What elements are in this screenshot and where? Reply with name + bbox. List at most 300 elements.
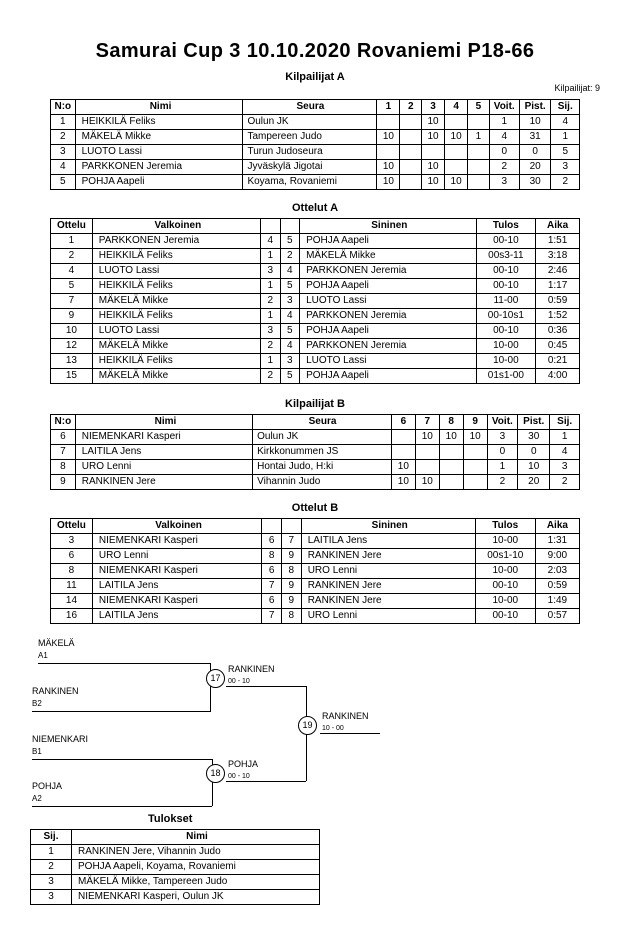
cell-m4 xyxy=(463,445,487,460)
table-header-row xyxy=(51,519,580,534)
cell-m2 xyxy=(400,145,422,160)
cell-m2 xyxy=(415,445,439,460)
cell-name: NIEMENKARI Kasperi, Oulun JK xyxy=(72,890,320,905)
table-row xyxy=(51,460,580,475)
cell-pist: 31 xyxy=(519,130,551,145)
cell-m1 xyxy=(377,145,400,160)
cell-m4 xyxy=(445,160,468,175)
matches-table-a xyxy=(50,218,580,384)
cell-sininen: RANKINEN Jere xyxy=(301,549,475,564)
cell-voit: 0 xyxy=(487,445,518,460)
col-m1: 6 xyxy=(391,415,415,430)
bracket-match-number: 17 xyxy=(206,669,225,688)
col-m5: 5 xyxy=(468,100,490,115)
cell-pist: 30 xyxy=(518,430,550,445)
cell-blue-number: 9 xyxy=(281,594,301,609)
cell-sij: 2 xyxy=(31,860,72,875)
cell-name: PARKKONEN Jeremia xyxy=(75,160,243,175)
cell-blue-number: 8 xyxy=(281,609,301,624)
cell-voit: 3 xyxy=(487,430,518,445)
cell-pist: 30 xyxy=(519,175,551,190)
col-valkoinen: Valkoinen xyxy=(92,219,260,234)
bracket-match-number: 19 xyxy=(298,716,317,735)
cell-name: LUOTO Lassi xyxy=(75,145,243,160)
cell-ottelu: 3 xyxy=(51,534,93,549)
cell-m5 xyxy=(468,175,490,190)
table-row xyxy=(51,579,580,594)
cell-name: RANKINEN Jere xyxy=(75,475,252,490)
cell-m1 xyxy=(391,430,415,445)
cell-white-number: 1 xyxy=(260,279,280,294)
col-voit: Voit. xyxy=(489,100,519,115)
cell-name: MÄKELÄ Mikke, Tampereen Judo xyxy=(72,875,320,890)
cell-sij: 3 xyxy=(31,890,72,905)
cell-club: Oulun JK xyxy=(243,115,377,130)
cell-sij: 5 xyxy=(551,145,580,160)
table-row xyxy=(51,594,580,609)
cell-white-number: 7 xyxy=(262,579,282,594)
cell-tulos: 01s1-00 xyxy=(476,369,536,384)
cell-voit: 4 xyxy=(489,130,519,145)
cell-tulos: 00-10 xyxy=(475,579,535,594)
cell-ottelu: 8 xyxy=(51,564,93,579)
cell-tulos: 00-10 xyxy=(476,279,536,294)
cell-aika: 0:45 xyxy=(536,339,580,354)
cell-name: HEIKKILÄ Feliks xyxy=(75,115,243,130)
cell-sininen: LAITILA Jens xyxy=(301,534,475,549)
cell-ottelu: 4 xyxy=(51,264,93,279)
col-m3: 8 xyxy=(439,415,463,430)
cell-name: POHJA Aapeli, Koyama, Rovaniemi xyxy=(72,860,320,875)
cell-name: MÄKELÄ Mikke xyxy=(75,130,243,145)
table-row xyxy=(51,160,580,175)
col-m4: 4 xyxy=(445,100,468,115)
cell-voit: 2 xyxy=(489,160,519,175)
cell-valkoinen: PARKKONEN Jeremia xyxy=(92,234,260,249)
cell-no: 5 xyxy=(51,175,76,190)
cell-club: Turun Judoseura xyxy=(243,145,377,160)
cell-blue-number: 3 xyxy=(280,294,300,309)
cell-tulos: 00-10 xyxy=(476,324,536,339)
table-row xyxy=(51,294,580,309)
cell-m1 xyxy=(391,445,415,460)
cell-valkoinen: URO Lenni xyxy=(92,549,261,564)
cell-sininen: PARKKONEN Jeremia xyxy=(300,339,476,354)
cell-m2 xyxy=(400,175,422,190)
cell-valkoinen: HEIKKILÄ Feliks xyxy=(92,279,260,294)
col-no: N:o xyxy=(51,415,76,430)
cell-white-number: 1 xyxy=(260,309,280,324)
table-row xyxy=(51,175,580,190)
elimination-bracket xyxy=(0,638,630,803)
matches-table-b xyxy=(50,518,580,624)
cell-white-number: 3 xyxy=(260,264,280,279)
col-name: Nimi xyxy=(75,100,243,115)
col-pist: Pist. xyxy=(518,415,550,430)
cell-m3: 10 xyxy=(421,160,444,175)
table-row xyxy=(51,309,580,324)
bracket-match-number: 18 xyxy=(206,764,225,783)
cell-pist: 20 xyxy=(518,475,550,490)
cell-valkoinen: HEIKKILÄ Feliks xyxy=(92,309,260,324)
cell-valkoinen: MÄKELÄ Mikke xyxy=(92,339,260,354)
cell-ottelu: 5 xyxy=(51,279,93,294)
table-row xyxy=(51,249,580,264)
table-row xyxy=(51,145,580,160)
col-ottelu: Ottelu xyxy=(51,519,93,534)
bracket-entry-name: RANKINEN xyxy=(32,686,79,696)
cell-sij: 2 xyxy=(550,475,580,490)
cell-sininen: LUOTO Lassi xyxy=(300,294,476,309)
cell-blue-number: 2 xyxy=(280,249,300,264)
col-no: N:o xyxy=(51,100,76,115)
cell-pist: 10 xyxy=(518,460,550,475)
col-sininen: Sininen xyxy=(301,519,475,534)
table-header-row xyxy=(51,100,580,115)
cell-club: Hontai Judo, H:ki xyxy=(253,460,392,475)
cell-club: Vihannin Judo xyxy=(253,475,392,490)
bracket-final-winner-name: RANKINEN xyxy=(322,711,369,721)
cell-blue-number: 4 xyxy=(280,339,300,354)
cell-ottelu: 2 xyxy=(51,249,93,264)
col-tulos: Tulos xyxy=(475,519,535,534)
competitor-count-row xyxy=(0,83,630,95)
cell-pist: 20 xyxy=(519,160,551,175)
cell-m3 xyxy=(439,445,463,460)
bracket-line xyxy=(32,806,212,807)
cell-aika: 3:18 xyxy=(536,249,580,264)
cell-m1: 10 xyxy=(391,460,415,475)
cell-valkoinen: LUOTO Lassi xyxy=(92,264,260,279)
col-valkoinen: Valkoinen xyxy=(92,519,261,534)
cell-aika: 1:52 xyxy=(536,309,580,324)
col-voit: Voit. xyxy=(487,415,518,430)
col-blue-number xyxy=(281,519,301,534)
cell-voit: 0 xyxy=(489,145,519,160)
col-club: Seura xyxy=(253,415,392,430)
table-row xyxy=(51,564,580,579)
cell-club: Kirkkonummen JS xyxy=(253,445,392,460)
table-header-row xyxy=(51,415,580,430)
cell-tulos: 11-00 xyxy=(476,294,536,309)
col-sij: Sij. xyxy=(31,830,72,845)
table-header-row xyxy=(31,830,320,845)
cell-sij: 1 xyxy=(31,845,72,860)
cell-ottelu: 16 xyxy=(51,609,93,624)
cell-blue-number: 3 xyxy=(280,354,300,369)
cell-m4 xyxy=(463,475,487,490)
cell-white-number: 6 xyxy=(262,534,282,549)
cell-sininen: PARKKONEN Jeremia xyxy=(300,309,476,324)
bracket-final-score: 10 - 00 xyxy=(322,725,344,732)
cell-m4 xyxy=(445,115,468,130)
cell-ottelu: 7 xyxy=(51,294,93,309)
cell-tulos: 10-00 xyxy=(475,534,535,549)
cell-white-number: 4 xyxy=(260,234,280,249)
cell-no: 4 xyxy=(51,160,76,175)
cell-name: RANKINEN Jere, Vihannin Judo xyxy=(72,845,320,860)
col-aika: Aika xyxy=(536,219,580,234)
table-row xyxy=(51,445,580,460)
cell-ottelu: 1 xyxy=(51,234,93,249)
cell-valkoinen: LUOTO Lassi xyxy=(92,324,260,339)
cell-ottelu: 14 xyxy=(51,594,93,609)
table-row xyxy=(51,130,580,145)
section-heading-tulokset: Tulokset xyxy=(148,813,193,825)
cell-tulos: 00s1-10 xyxy=(475,549,535,564)
cell-m2 xyxy=(400,130,422,145)
table-row xyxy=(31,860,320,875)
cell-sininen: URO Lenni xyxy=(301,609,475,624)
cell-sininen: POHJA Aapeli xyxy=(300,324,476,339)
cell-ottelu: 13 xyxy=(51,354,93,369)
page-title: Samurai Cup 3 10.10.2020 Rovaniemi P18-66 xyxy=(95,40,535,62)
table-row xyxy=(31,845,320,860)
cell-aika: 1:49 xyxy=(535,594,579,609)
bracket-entry-seed: A2 xyxy=(32,794,42,803)
cell-no: 1 xyxy=(51,115,76,130)
col-m2: 7 xyxy=(415,415,439,430)
bracket-entry-seed: B1 xyxy=(32,747,42,756)
cell-voit: 2 xyxy=(487,475,518,490)
cell-blue-number: 5 xyxy=(280,279,300,294)
cell-white-number: 2 xyxy=(260,369,280,384)
cell-tulos: 00-10 xyxy=(475,609,535,624)
col-m4: 9 xyxy=(463,415,487,430)
section-heading-ottelut-b: Ottelut B xyxy=(291,502,339,514)
cell-blue-number: 4 xyxy=(280,309,300,324)
cell-aika: 0:57 xyxy=(535,609,579,624)
cell-white-number: 6 xyxy=(262,594,282,609)
cell-m3: 10 xyxy=(439,430,463,445)
cell-club: Oulun JK xyxy=(253,430,392,445)
table-row xyxy=(51,264,580,279)
cell-sininen: POHJA Aapeli xyxy=(300,279,476,294)
section-heading-ottelut-a: Ottelut A xyxy=(291,202,339,214)
cell-voit: 1 xyxy=(487,460,518,475)
cell-blue-number: 4 xyxy=(280,264,300,279)
col-pist: Pist. xyxy=(519,100,551,115)
cell-tulos: 10-00 xyxy=(475,594,535,609)
cell-blue-number: 5 xyxy=(280,324,300,339)
bracket-match-score: 00 - 10 xyxy=(228,678,250,685)
competitors-table-b xyxy=(50,414,580,490)
table-row xyxy=(51,369,580,384)
cell-m5 xyxy=(468,145,490,160)
col-sij: Sij. xyxy=(550,415,580,430)
cell-tulos: 10-00 xyxy=(476,354,536,369)
cell-blue-number: 7 xyxy=(281,534,301,549)
cell-sininen: RANKINEN Jere xyxy=(301,594,475,609)
cell-m4 xyxy=(445,145,468,160)
col-tulos: Tulos xyxy=(476,219,536,234)
cell-pist: 0 xyxy=(519,145,551,160)
cell-m5: 1 xyxy=(468,130,490,145)
bracket-line xyxy=(226,686,306,687)
cell-valkoinen: NIEMENKARI Kasperi xyxy=(92,594,261,609)
cell-sij: 1 xyxy=(550,430,580,445)
section-heading-kilpailijat-a: Kilpailijat A xyxy=(285,71,345,83)
table-row xyxy=(51,354,580,369)
cell-aika: 4:00 xyxy=(536,369,580,384)
cell-m5 xyxy=(468,160,490,175)
cell-aika: 2:46 xyxy=(536,264,580,279)
table-row xyxy=(51,430,580,445)
document-page xyxy=(0,40,630,931)
cell-club: Tampereen Judo xyxy=(243,130,377,145)
cell-name: POHJA Aapeli xyxy=(75,175,243,190)
cell-ottelu: 12 xyxy=(51,339,93,354)
bracket-winner-name: POHJA xyxy=(228,759,259,769)
cell-m1: 10 xyxy=(377,130,400,145)
cell-white-number: 2 xyxy=(260,339,280,354)
cell-tulos: 00-10s1 xyxy=(476,309,536,324)
col-name: Nimi xyxy=(75,415,252,430)
cell-valkoinen: HEIKKILÄ Feliks xyxy=(92,354,260,369)
cell-tulos: 00-10 xyxy=(476,264,536,279)
cell-aika: 9:00 xyxy=(535,549,579,564)
cell-white-number: 7 xyxy=(262,609,282,624)
col-m1: 1 xyxy=(377,100,400,115)
cell-sij: 3 xyxy=(551,160,580,175)
cell-pist: 10 xyxy=(519,115,551,130)
cell-sininen: URO Lenni xyxy=(301,564,475,579)
cell-m2 xyxy=(400,115,422,130)
cell-blue-number: 9 xyxy=(281,579,301,594)
cell-sij: 4 xyxy=(551,115,580,130)
cell-tulos: 00-10 xyxy=(476,234,536,249)
cell-sininen: LUOTO Lassi xyxy=(300,354,476,369)
table-row xyxy=(31,890,320,905)
cell-white-number: 6 xyxy=(262,564,282,579)
cell-m3 xyxy=(421,145,444,160)
cell-aika: 1:31 xyxy=(535,534,579,549)
results-table xyxy=(30,829,320,905)
bracket-line xyxy=(226,781,306,782)
cell-blue-number: 8 xyxy=(281,564,301,579)
cell-no: 6 xyxy=(51,430,76,445)
cell-m4: 10 xyxy=(445,175,468,190)
cell-club: Jyväskylä Jigotai xyxy=(243,160,377,175)
cell-tulos: 00s3-11 xyxy=(476,249,536,264)
cell-no: 8 xyxy=(51,460,76,475)
cell-aika: 1:17 xyxy=(536,279,580,294)
cell-m5 xyxy=(468,115,490,130)
cell-sininen: POHJA Aapeli xyxy=(300,369,476,384)
cell-m3: 10 xyxy=(421,175,444,190)
cell-voit: 1 xyxy=(489,115,519,130)
table-row xyxy=(51,115,580,130)
cell-name: LAITILA Jens xyxy=(75,445,252,460)
cell-tulos: 10-00 xyxy=(476,339,536,354)
cell-name: NIEMENKARI Kasperi xyxy=(75,430,252,445)
cell-no: 2 xyxy=(51,130,76,145)
col-blue-number xyxy=(280,219,300,234)
cell-ottelu: 10 xyxy=(51,324,93,339)
cell-sininen: MÄKELÄ Mikke xyxy=(300,249,476,264)
cell-white-number: 2 xyxy=(260,294,280,309)
table-row xyxy=(51,234,580,249)
table-row xyxy=(51,279,580,294)
cell-m1: 10 xyxy=(377,175,400,190)
cell-m4: 10 xyxy=(445,130,468,145)
table-row xyxy=(51,609,580,624)
cell-m4 xyxy=(463,460,487,475)
col-white-number xyxy=(262,519,282,534)
cell-no: 3 xyxy=(51,145,76,160)
col-ottelu: Ottelu xyxy=(51,219,93,234)
cell-valkoinen: HEIKKILÄ Feliks xyxy=(92,249,260,264)
table-row xyxy=(51,475,580,490)
table-row xyxy=(31,875,320,890)
table-row xyxy=(51,534,580,549)
cell-sij: 3 xyxy=(550,460,580,475)
cell-voit: 3 xyxy=(489,175,519,190)
cell-valkoinen: NIEMENKARI Kasperi xyxy=(92,564,261,579)
cell-valkoinen: LAITILA Jens xyxy=(92,609,261,624)
table-header-row xyxy=(51,219,580,234)
bracket-entry-name: MÄKELÄ xyxy=(38,638,75,648)
cell-blue-number: 5 xyxy=(280,234,300,249)
col-m3: 3 xyxy=(421,100,444,115)
cell-white-number: 1 xyxy=(260,354,280,369)
cell-aika: 0:36 xyxy=(536,324,580,339)
cell-m2: 10 xyxy=(415,430,439,445)
cell-aika: 0:59 xyxy=(536,294,580,309)
cell-aika: 0:21 xyxy=(536,354,580,369)
cell-valkoinen: MÄKELÄ Mikke xyxy=(92,369,260,384)
cell-valkoinen: LAITILA Jens xyxy=(92,579,261,594)
col-aika: Aika xyxy=(535,519,579,534)
competitors-table-a xyxy=(50,99,580,190)
cell-m3: 10 xyxy=(421,130,444,145)
cell-valkoinen: NIEMENKARI Kasperi xyxy=(92,534,261,549)
bracket-line xyxy=(38,663,210,664)
cell-name: URO Lenni xyxy=(75,460,252,475)
cell-sininen: POHJA Aapeli xyxy=(300,234,476,249)
bracket-entry-name: NIEMENKARI xyxy=(32,734,89,744)
col-m2: 2 xyxy=(400,100,422,115)
bracket-line xyxy=(32,759,212,760)
bracket-entry-seed: A1 xyxy=(38,651,48,660)
cell-sininen: RANKINEN Jere xyxy=(301,579,475,594)
competitor-count-label: Kilpailijat: 9 xyxy=(554,83,600,93)
cell-m3 xyxy=(439,475,463,490)
col-name: Nimi xyxy=(72,830,320,845)
cell-no: 7 xyxy=(51,445,76,460)
cell-pist: 0 xyxy=(518,445,550,460)
section-heading-kilpailijat-b: Kilpailijat B xyxy=(285,398,345,410)
bracket-line xyxy=(320,733,380,734)
cell-m4: 10 xyxy=(463,430,487,445)
cell-sij: 2 xyxy=(551,175,580,190)
table-row xyxy=(51,339,580,354)
cell-sij: 3 xyxy=(31,875,72,890)
cell-ottelu: 6 xyxy=(51,549,93,564)
col-sij: Sij. xyxy=(551,100,580,115)
cell-m3: 10 xyxy=(421,115,444,130)
cell-tulos: 10-00 xyxy=(475,564,535,579)
cell-m3 xyxy=(439,460,463,475)
cell-aika: 0:59 xyxy=(535,579,579,594)
bracket-winner-name: RANKINEN xyxy=(228,664,275,674)
cell-ottelu: 9 xyxy=(51,309,93,324)
cell-white-number: 1 xyxy=(260,249,280,264)
cell-aika: 1:51 xyxy=(536,234,580,249)
cell-valkoinen: MÄKELÄ Mikke xyxy=(92,294,260,309)
cell-white-number: 3 xyxy=(260,324,280,339)
bracket-line xyxy=(32,711,210,712)
